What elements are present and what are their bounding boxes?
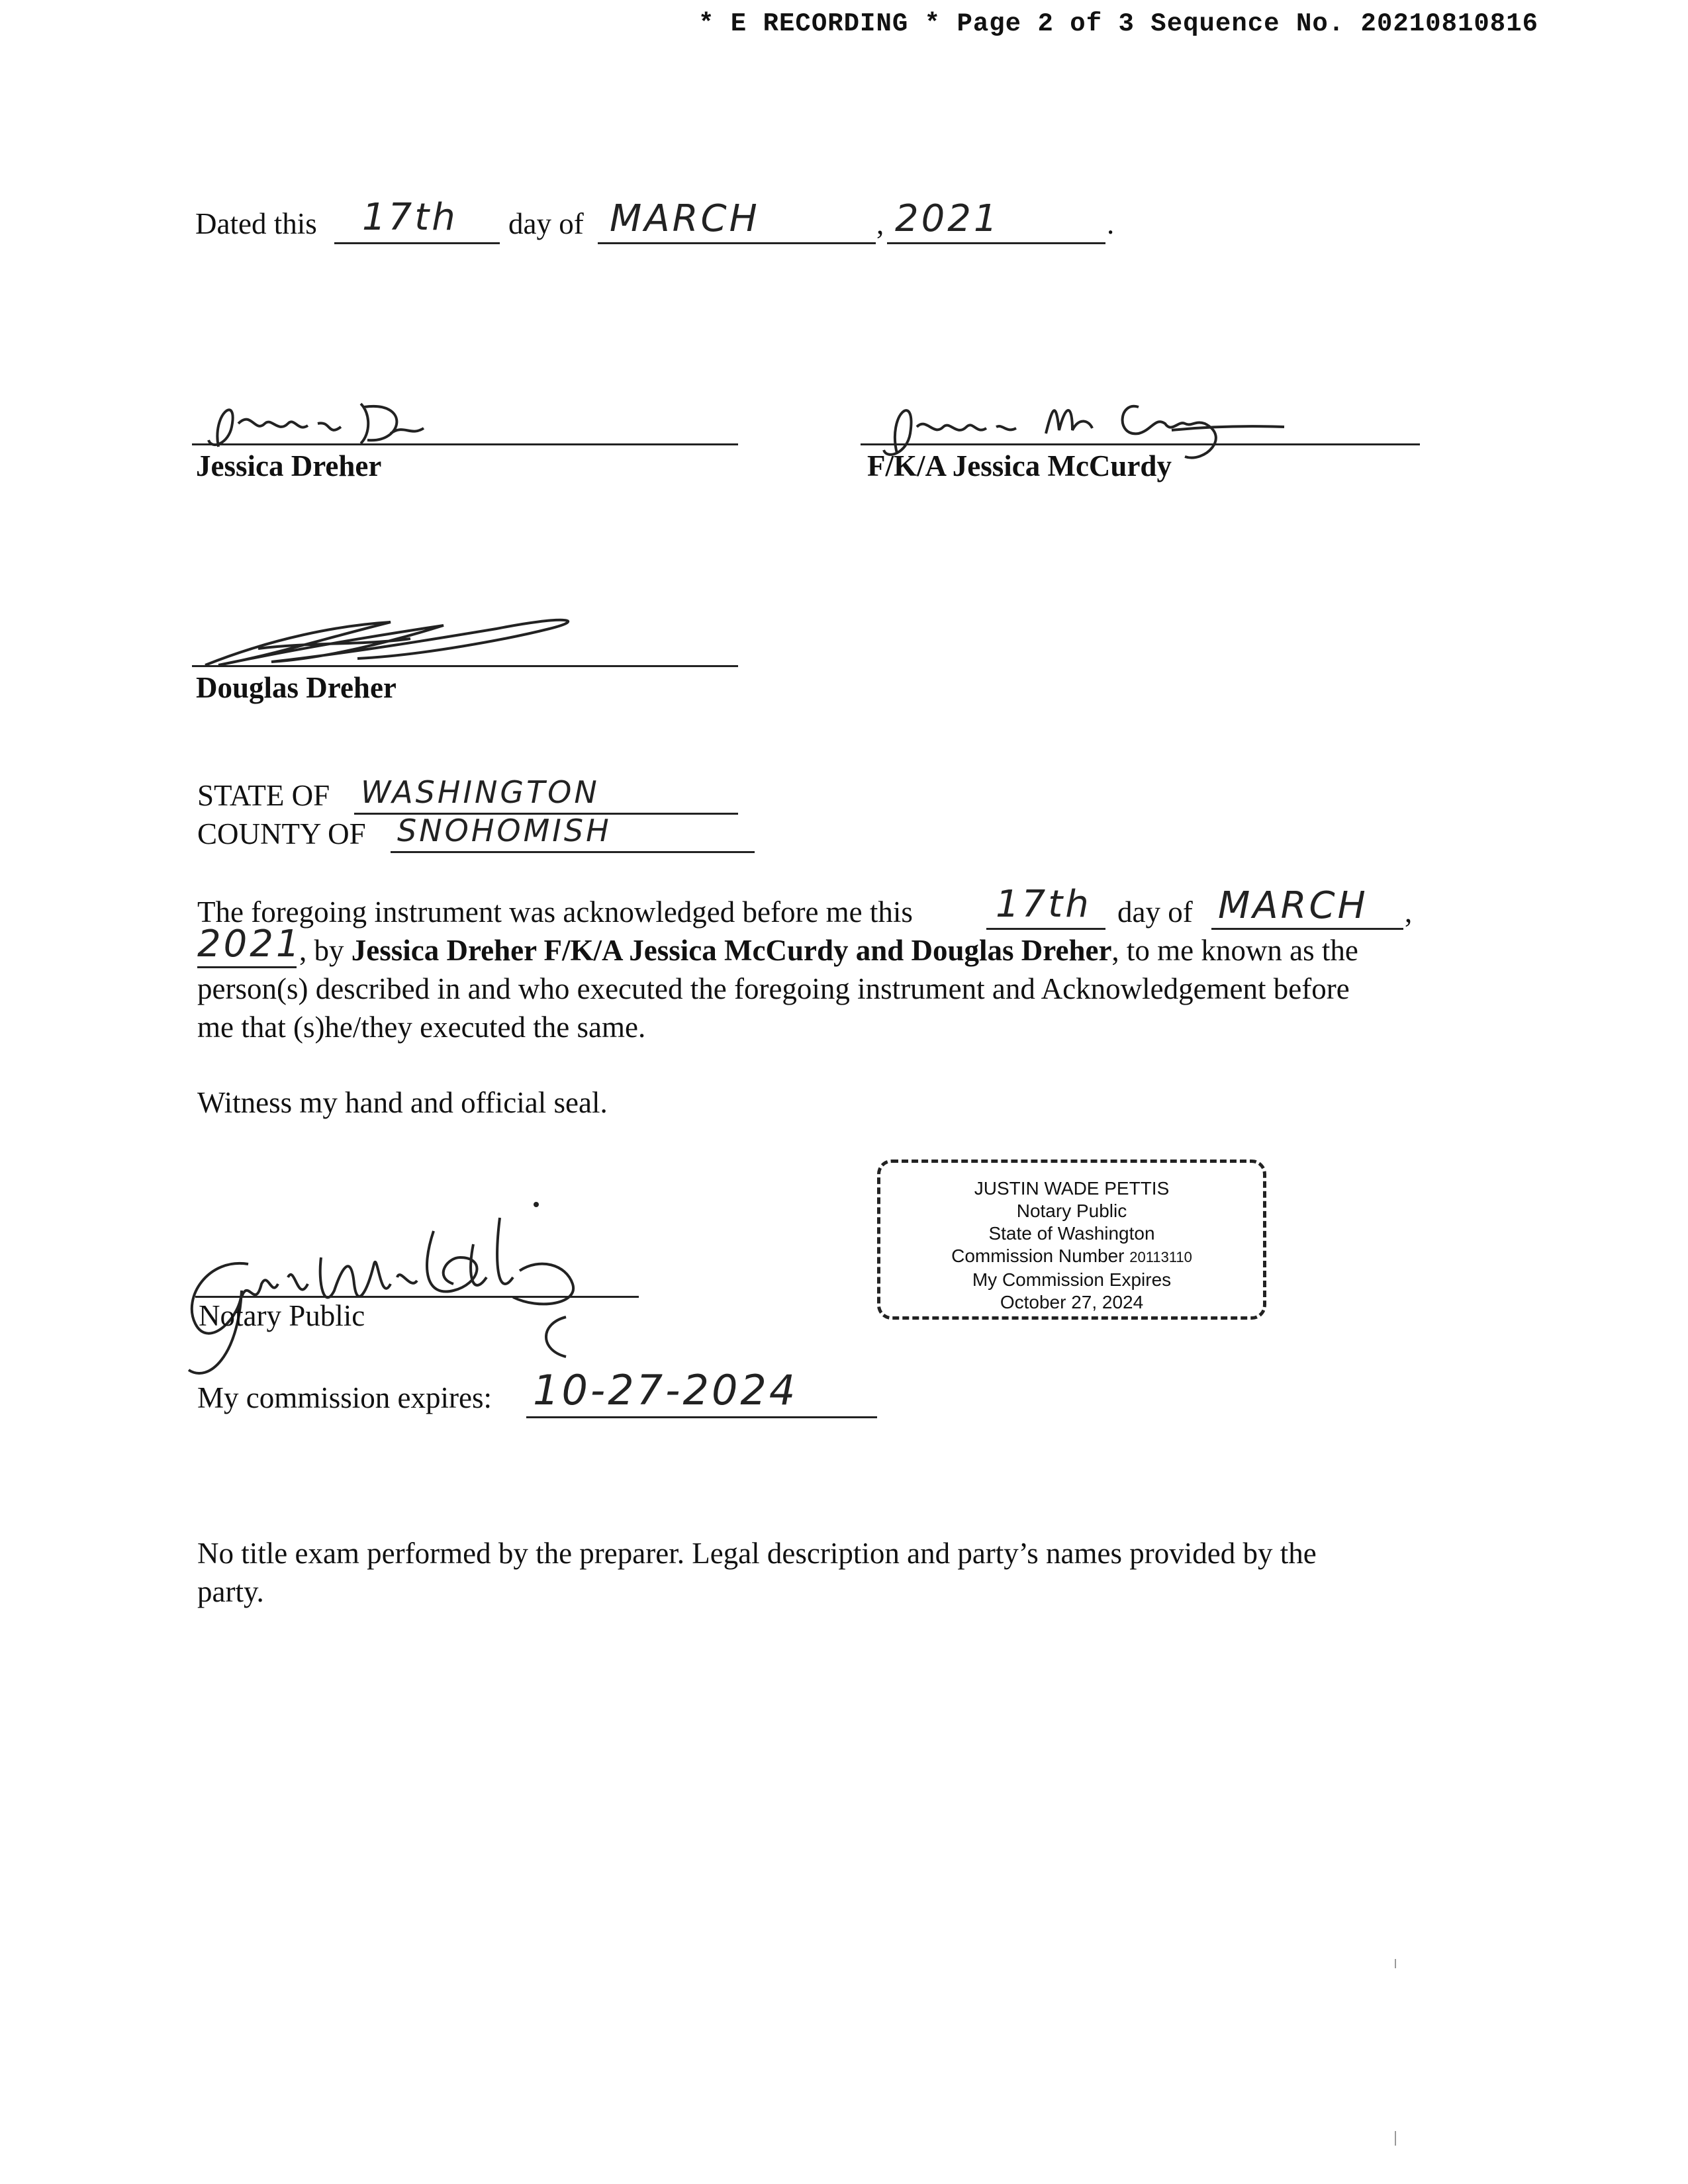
notary-title: Notary Public [199,1299,365,1332]
signer1-name: Jessica Dreher [196,449,382,482]
ack-parties: Jessica Dreher F/K/A Jessica McCurdy and Douglas Dreher [351,934,1112,967]
signature-line-1 [192,443,738,445]
seal-name: JUSTIN WADE PETTIS [974,1178,1170,1199]
county-label: COUNTY OF [197,817,366,850]
scan-mark [1395,1959,1396,1968]
dated-year-blank [887,197,1105,244]
dated-month-blank [598,197,876,244]
ack-month-blank [1211,884,1403,930]
preparer-note-line1: No title exam performed by the preparer. Legal description and party’s names provided by the [197,1537,1317,1570]
dated-month-handwriting: MARCH [610,197,760,240]
state-blank [354,773,738,815]
notary-seal-stamp [877,1160,1266,1320]
witness-text: Witness my hand and official seal. [197,1086,608,1119]
signature-line-3 [192,665,738,667]
seal-title: Notary Public [1016,1201,1127,1221]
ack-part2: day of [1117,895,1193,929]
dated-period: . [1107,207,1115,240]
preparer-note [197,1534,1521,1611]
ack-month-handwriting: MARCH [1218,884,1368,927]
commission-expires-handwriting: 10-27-2024 [533,1366,798,1414]
signer2-name: F/K/A Jessica McCurdy [867,449,1172,482]
notary-signature-line [195,1296,639,1298]
state-label: STATE OF [197,779,330,812]
recording-header: * E RECORDING * Page 2 of 3 Sequence No. 20210810816 [698,9,1538,38]
preparer-note-line2: party. [197,1575,264,1608]
ack-part3: , [1405,895,1413,929]
dated-day-handwriting: 17th [362,196,458,239]
ack-year-handwriting: 2021 [197,923,303,966]
ack-day-blank [986,883,1105,930]
ack-line4: me that (s)he/they executed the same. [197,1011,646,1044]
dated-comma: , [876,207,884,240]
seal-commission-number: 20113110 [1129,1249,1192,1265]
seal-expires-date: October 27, 2024 [1000,1292,1144,1312]
dated-middle: day of [508,207,584,240]
signer3-name: Douglas Dreher [196,671,397,704]
county-handwriting: SNOHOMISH [397,813,612,848]
ack-part4: , by [299,934,344,967]
ack-part1: The foregoing instrument was acknowledged before me this [197,895,913,929]
seal-commission-label: Commission Number [951,1246,1125,1266]
seal-expires-label: My Commission Expires [972,1269,1172,1290]
notary-signature [169,1191,606,1383]
ack-line2 [299,933,1358,968]
dated-prefix: Dated this [195,207,317,240]
seal-commission [880,1245,1263,1269]
ack-year-blank [197,923,303,968]
dated-day-blank [334,196,500,244]
ack-day-handwriting: 17th [996,883,1092,926]
ack-line3: person(s) described in and who executed the foregoing instrument and Acknowledgement before [197,972,1350,1005]
county-blank [391,811,755,853]
commission-expires-blank [526,1366,877,1418]
state-handwriting: WASHINGTON [361,774,600,810]
dated-year-handwriting: 2021 [895,197,1000,240]
scan-mark [1395,2131,1396,2146]
signature-line-2 [861,443,1420,445]
seal-state: State of Washington [988,1223,1155,1244]
ack-part5: , to me known as the [1111,934,1358,967]
commission-expires-label: My commission expires: [197,1381,492,1414]
